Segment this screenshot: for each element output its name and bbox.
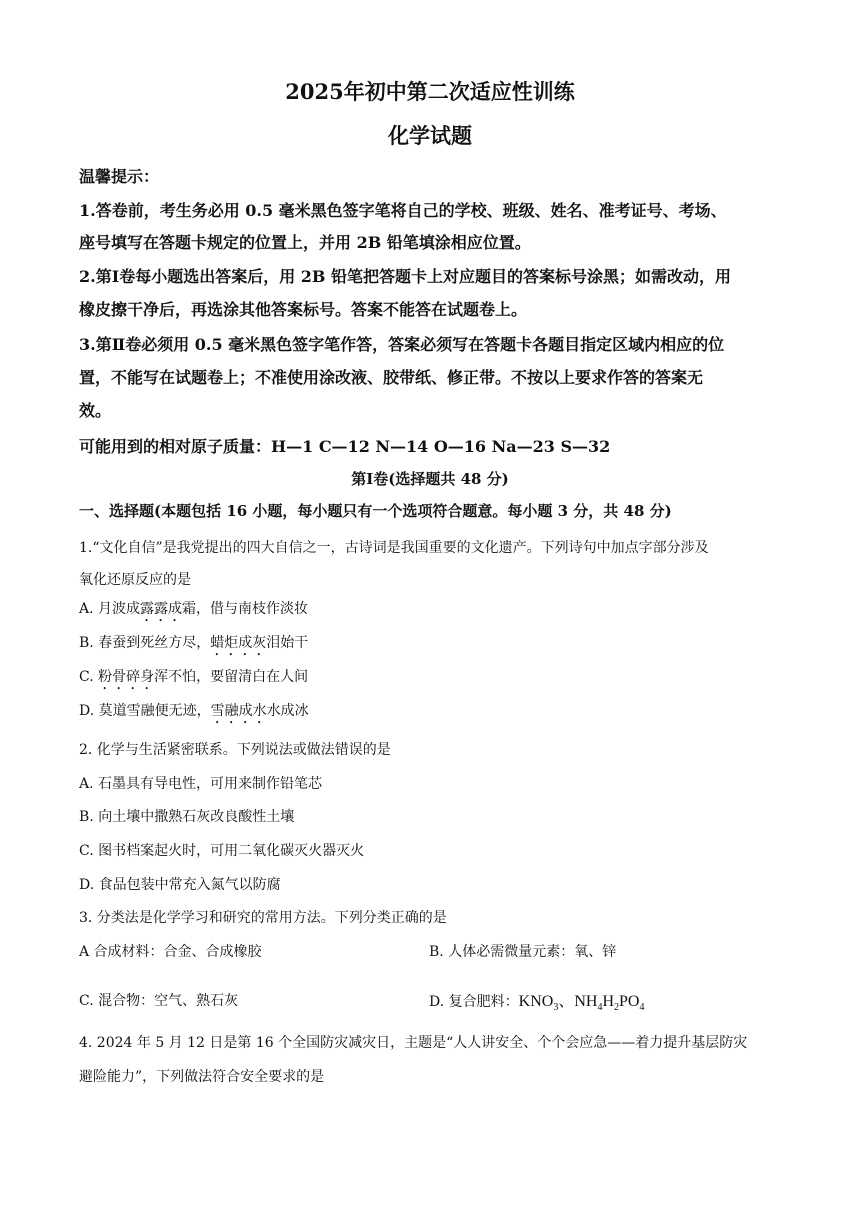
q3-formula-kno3-main: KNO <box>518 993 554 1010</box>
section-1-heading: 一、选择题(本题包括 16 小题，每小题只有一个选项符合题意。每小题 3 分，共 48 分) <box>79 502 672 520</box>
q1-option-c-text: C. <box>79 669 99 685</box>
atomic-masses: 可能用到的相对原子质量：H—1 C—12 N—14 O—16 Na—23 S—32 <box>79 437 611 456</box>
q3-formula-nh: NH <box>574 993 598 1010</box>
q2-option-d: D. 食品包装中常充入氮气以防腐 <box>79 877 281 893</box>
q3-formula-kno3-sub: 3 <box>553 1002 559 1014</box>
tips-heading: 温馨提示： <box>79 167 160 186</box>
q4-stem-line-1: 4. 2024 年 5 月 12 日是第 16 个全国防灾减灾日，主题是“人人讲安全、个个会应急——着力提升基层防灾 <box>79 1035 748 1051</box>
section-1-title: 第Ⅰ卷(选择题共 48 分) <box>351 470 509 488</box>
q1-option-a <box>79 598 308 625</box>
tip-3-line-2: 置，不能写在试题卷上；不准使用涂改液、胶带纸、修正带。不按以上要求作答的答案无 <box>79 368 704 387</box>
q1-option-d-text: D. 莫道雪融便无迹， <box>79 703 211 719</box>
q3-option-a: A 合成材料：合金、合成橡胶 <box>79 944 262 960</box>
tip-2-line-1: 2.第Ⅰ卷每小题选出答案后，用 2B 铅笔把答题卡上对应题目的答案标号涂黑；如需改动，用 <box>79 267 731 286</box>
q1-option-d-rest: 水成冰 <box>266 703 309 719</box>
q3-option-c: C. 混合物：空气、熟石灰 <box>79 993 239 1009</box>
q1-option-a-text: A. 月波成 <box>79 601 141 617</box>
q3-formula-nh-sub: 4 <box>597 1002 603 1014</box>
q3-formula-kno3 <box>518 993 559 1014</box>
q3-formula-po-sub: 4 <box>639 1002 645 1014</box>
q4-stem-line-2: 避险能力”，下列做法符合安全要求的是 <box>79 1069 325 1085</box>
q1-option-c-dotted: 粉骨碎身 <box>98 669 155 685</box>
q3-formula-separator: 、 <box>558 993 575 1010</box>
q3-formula-h: H <box>602 993 614 1010</box>
q2-option-c: C. 图书档案起火时，可用二氧化碳灭火器灭火 <box>79 843 365 859</box>
q3-stem: 3. 分类法是化学学习和研究的常用方法。下列分类正确的是 <box>79 910 447 926</box>
q3-option-d-label: D. 复合肥料： <box>429 994 519 1010</box>
q3-formula-h-sub: 2 <box>614 1002 619 1014</box>
q2-option-a: A. 石墨具有导电性，可用来制作铅笔芯 <box>79 776 323 792</box>
q3-formula-po: PO <box>619 993 640 1010</box>
q1-option-d-dotted: 雪融成水 <box>210 703 267 719</box>
q1-option-d <box>79 700 309 727</box>
q3-formula-nh4h2po4 <box>574 993 645 1014</box>
q1-option-a-dotted: 露露成 <box>140 601 183 617</box>
q1-option-c <box>79 666 308 693</box>
q1-option-c-rest: 浑不怕，要留清白在人间 <box>154 669 309 685</box>
tip-1-line-2: 座号填写在答题卡规定的位置上，并用 2B 铅笔填涂相应位置。 <box>79 233 531 252</box>
q3-option-d <box>429 988 644 1013</box>
tip-2-line-2: 橡皮擦干净后，再选涂其他答案标号。答案不能答在试题卷上。 <box>79 300 528 319</box>
q1-option-b <box>79 632 308 659</box>
q1-stem-line-2: 氧化还原反应的是 <box>79 572 191 588</box>
q1-option-b-text: B. 春蚕到死丝方尽， <box>79 635 211 651</box>
q3-option-b: B. 人体必需微量元素：氧、锌 <box>429 944 617 960</box>
tip-3-line-1: 3.第Ⅱ卷必须用 0.5 毫米黑色签字笔作答，答案必须写在答题卡各题目指定区域内相应的位 <box>79 335 725 354</box>
tip-1-line-1: 1.答卷前，考生务必用 0.5 毫米黑色签字笔将自己的学校、班级、姓名、准考证号、考场、 <box>79 201 727 220</box>
q1-option-a-rest: 霜，借与南枝作淡妆 <box>182 601 309 617</box>
q1-option-b-dotted: 蜡炬成灰 <box>210 635 267 651</box>
exam-title: 2025年初中第二次适应性训练 <box>285 79 575 104</box>
tip-3-line-3: 效。 <box>79 401 112 420</box>
q1-option-b-rest: 泪始干 <box>266 635 309 651</box>
q2-stem: 2. 化学与生活紧密联系。下列说法或做法错误的是 <box>79 742 391 758</box>
q1-stem-line-1: 1.“文化自信”是我党提出的四大自信之一，古诗词是我国重要的文化遗产。下列诗句中加点字部分涉及 <box>79 540 709 556</box>
exam-subject-title: 化学试题 <box>388 123 472 148</box>
q2-option-b: B. 向土壤中撒熟石灰改良酸性土壤 <box>79 809 295 825</box>
